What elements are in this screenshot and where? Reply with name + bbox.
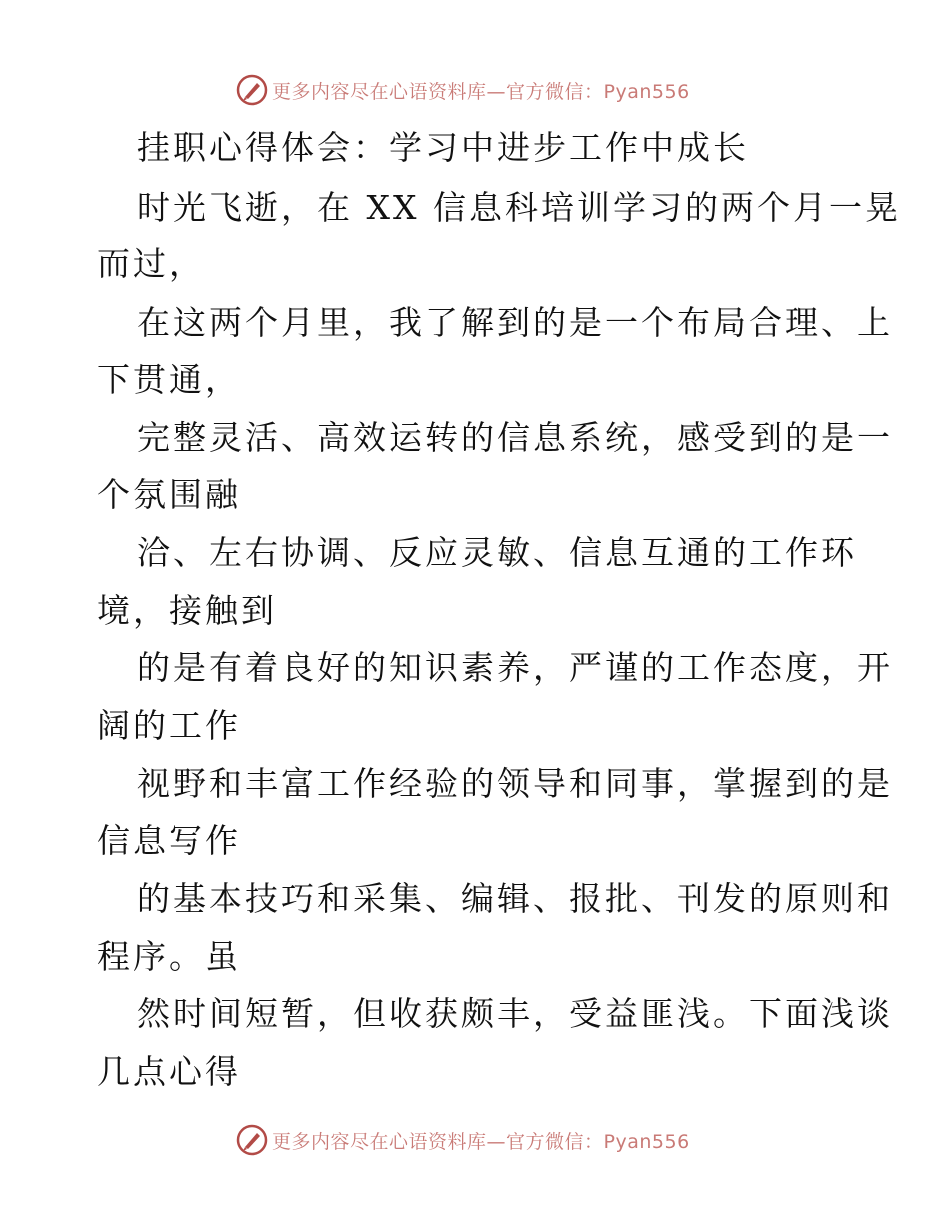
document-title: 挂职心得体会：学习中进步工作中成长: [137, 128, 749, 167]
paragraph-line: 洽、左右协调、反应灵敏、信息互通的工作环: [137, 533, 857, 572]
paragraph-line: 个氛围融: [97, 475, 241, 514]
footer-watermark: [236, 1122, 736, 1158]
watermark-text: 更多内容尽在心语资料库—官方微信：Pyan556: [272, 1130, 690, 1153]
pen-logo-icon: [236, 1124, 268, 1156]
paragraph-line: 下贯通，: [97, 360, 241, 399]
paragraph-line: 完整灵活、高效运转的信息系统，感受到的是一: [137, 418, 893, 457]
watermark-text: 更多内容尽在心语资料库—官方微信：Pyan556: [272, 80, 690, 103]
paragraph-line: 境，接触到: [97, 591, 277, 630]
paragraph-line: 在这两个月里，我了解到的是一个布局合理、上: [137, 303, 893, 342]
pen-logo-icon: [236, 74, 268, 106]
paragraph-line: 的是有着良好的知识素养，严谨的工作态度，开: [137, 648, 893, 687]
paragraph-line: 时光飞逝，在 XX 信息科培训学习的两个月一晃: [137, 188, 901, 227]
header-watermark: [236, 72, 736, 108]
paragraph-line: 程序。虽: [97, 937, 241, 976]
paragraph-line: 然时间短暂，但收获颇丰，受益匪浅。下面浅谈: [137, 994, 893, 1033]
paragraph-line: 阔的工作: [97, 706, 241, 745]
paragraph-line: 而过，: [97, 244, 205, 283]
paragraph-line: 视野和丰富工作经验的领导和同事，掌握到的是: [137, 764, 893, 803]
paragraph-line: 几点心得: [97, 1052, 241, 1091]
paragraph-line: 信息写作: [97, 821, 241, 860]
paragraph-line: 的基本技巧和采集、编辑、报批、刊发的原则和: [137, 879, 893, 918]
